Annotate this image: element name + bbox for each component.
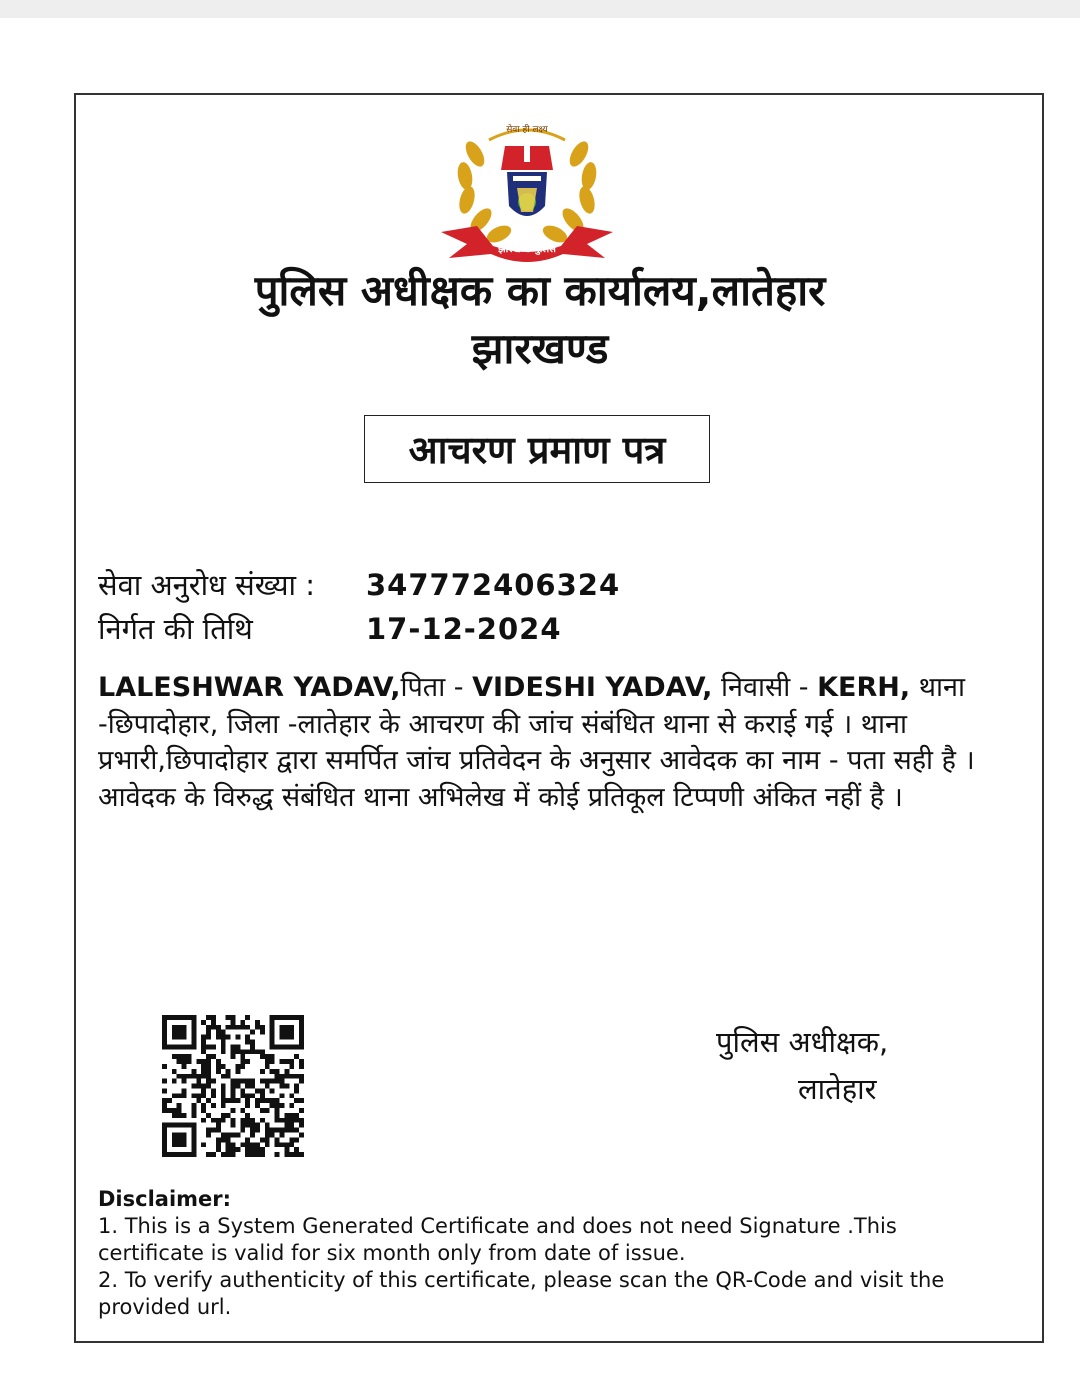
request-number-value: 347772406324	[366, 568, 621, 602]
father-name: VIDESHI YADAV,	[472, 672, 713, 703]
emblem-banner-text: झारखण्ड पुलिस	[498, 244, 556, 255]
resident-label: निवासी -	[712, 672, 818, 703]
issue-date-value: 17-12-2024	[366, 612, 562, 646]
certificate-body	[98, 670, 1028, 816]
father-label: पिता -	[400, 672, 473, 703]
signatory-place: लातेहार	[798, 1072, 877, 1106]
issue-date-row	[98, 610, 562, 648]
emblem-motto: सेवा ही लक्ष्य	[506, 125, 548, 135]
disclaimer-point-2: 2. To verify authenticity of this certificate, please scan the QR-Code and visit the provided url.	[98, 1268, 945, 1319]
disclaimer-heading: Disclaimer:	[98, 1187, 232, 1211]
jharkhand-police-emblem	[437, 114, 617, 274]
office-title-line2: झारखण्ड	[471, 324, 609, 373]
office-title-line1: पुलिस अधीक्षक का कार्यालय,लातेहार	[254, 266, 826, 315]
verification-qr-code[interactable]	[162, 1015, 304, 1157]
village-name: KERH,	[817, 672, 911, 703]
applicant-name: LALESHWAR YADAV,	[98, 672, 401, 703]
disclaimer-point-1: 1. This is a System Generated Certificate and does not need Signature .This certificate is valid for six month only from date of issue.	[98, 1214, 897, 1265]
disclaimer	[98, 1186, 998, 1321]
certificate-title-text: आचरण प्रमाण पत्र	[408, 428, 666, 472]
request-number-row	[98, 566, 621, 604]
certificate-title	[364, 415, 710, 483]
top-band	[0, 0, 1080, 18]
signatory-title: पुलिस अधीक्षक,	[716, 1025, 889, 1059]
issue-date-label: निर्गत की तिथि	[98, 612, 253, 646]
office-title	[120, 262, 960, 378]
certificate-body-text: थाना -छिपादोहार, जिला -लातेहार के आचरण की जांच संबंधित थाना से कराई गई । थाना प्रभारी,छिपादोहार द्वारा समर्पित जांच प्रतिवेदन के अनुसार आवेदक का नाम - पता सही है । आवेदक के विरुद्ध संबंधित थाना अभिलेख में कोई प्रतिकूल टिप्पणी अंकित नहीं है ।	[98, 672, 975, 813]
request-number-label: सेवा अनुरोध संख्या :	[98, 568, 316, 602]
